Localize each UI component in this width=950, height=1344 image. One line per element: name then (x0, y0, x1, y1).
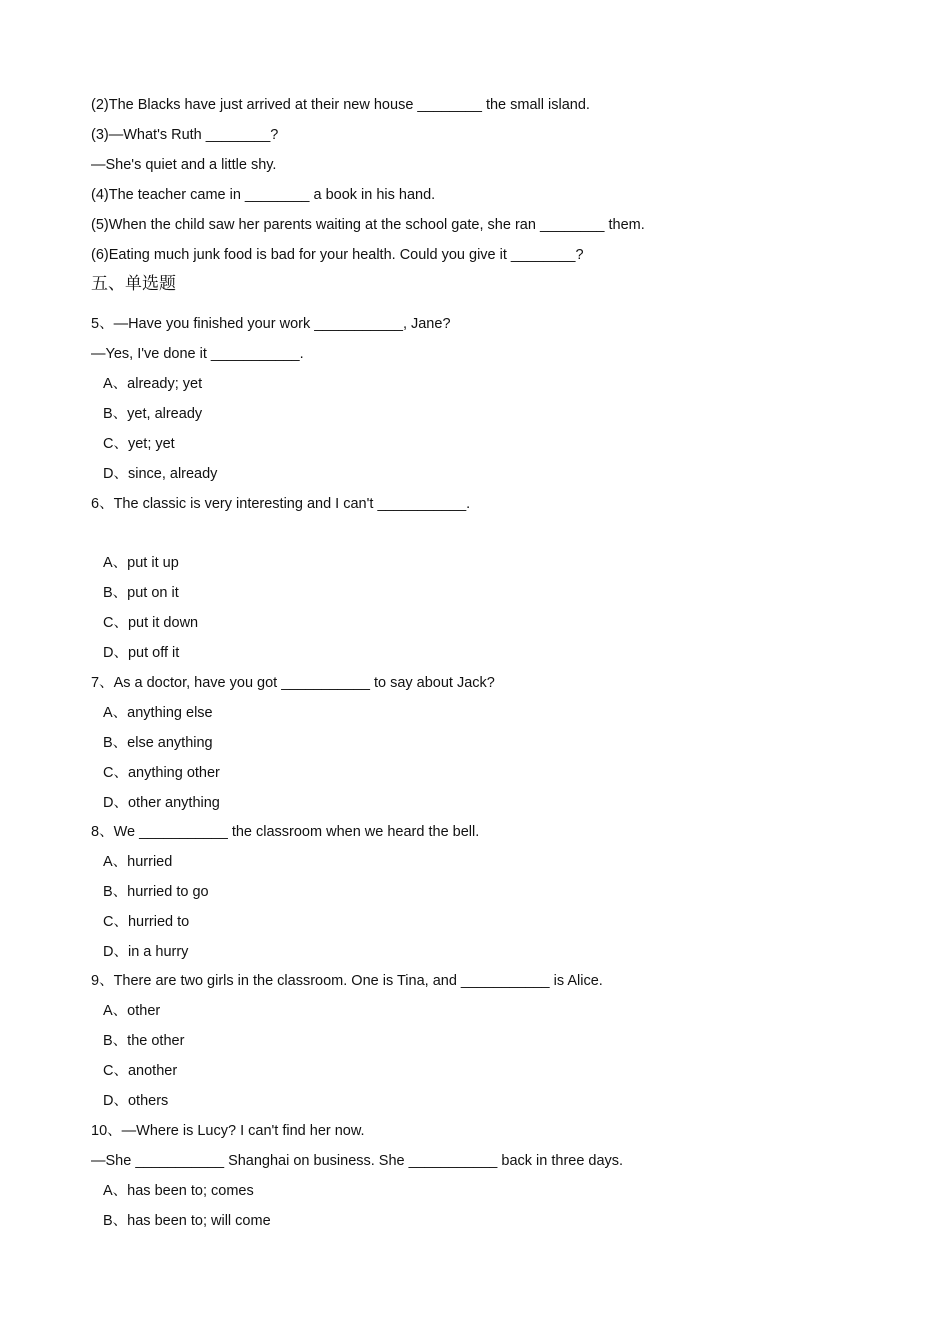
question-10-option-b: B、has been to; will come (103, 1213, 271, 1229)
fill-in-item-4: (4)The teacher came in ________ a book in his hand. (91, 187, 436, 203)
question-5-stem-reply: —Yes, I've done it ___________. (91, 346, 304, 362)
fill-in-item-6: (6)Eating much junk food is bad for your health. Could you give it ________? (91, 247, 584, 263)
question-9-stem: 9、There are two girls in the classroom. One is Tina, and ___________ is Alice. (91, 973, 603, 989)
question-5-stem: 5、—Have you finished your work ___________, Jane? (91, 316, 451, 332)
question-9-option-b: B、the other (103, 1033, 185, 1049)
question-7-option-d: D、other anything (103, 795, 220, 811)
question-6-stem: 6、The classic is very interesting and I can't ___________. (91, 496, 471, 512)
question-8-option-c: C、hurried to (103, 914, 190, 930)
question-9-option-d: D、others (103, 1093, 169, 1109)
question-7-option-c: C、anything other (103, 765, 220, 781)
question-7-stem: 7、As a doctor, have you got ___________ to say about Jack? (91, 675, 495, 691)
question-8-option-d: D、in a hurry (103, 944, 189, 960)
question-8-stem: 8、We ___________ the classroom when we heard the bell. (91, 824, 480, 840)
question-5-option-d: D、since, already (103, 466, 218, 482)
question-8-option-a: A、hurried (103, 854, 173, 870)
fill-in-item-2: (2)The Blacks have just arrived at their new house ________ the small island. (91, 97, 590, 113)
question-6-option-d: D、put off it (103, 645, 180, 661)
question-6-option-c: C、put it down (103, 615, 199, 631)
question-7-option-b: B、else anything (103, 735, 213, 751)
question-9-option-a: A、other (103, 1003, 161, 1019)
question-10-stem: 10、—Where is Lucy? I can't find her now. (91, 1123, 365, 1139)
question-10-stem-reply: —She ___________ Shanghai on business. She ___________ back in three days. (91, 1153, 624, 1169)
question-6-option-a: A、put it up (103, 555, 179, 571)
section-heading: 五、单选题 (91, 274, 176, 294)
question-9-option-c: C、another (103, 1063, 178, 1079)
question-7-option-a: A、anything else (103, 705, 213, 721)
fill-in-item-3: (3)—What's Ruth ________? (91, 127, 279, 143)
question-10-option-a: A、has been to; comes (103, 1183, 254, 1199)
question-6-option-b: B、put on it (103, 585, 179, 601)
question-5-option-b: B、yet, already (103, 406, 203, 422)
fill-in-item-5: (5)When the child saw her parents waiting at the school gate, she ran ________ them. (91, 217, 645, 233)
fill-in-item-3-answer: —She's quiet and a little shy. (91, 157, 277, 173)
question-8-option-b: B、hurried to go (103, 884, 209, 900)
question-5-option-c: C、yet; yet (103, 436, 175, 452)
question-5-option-a: A、already; yet (103, 376, 203, 392)
